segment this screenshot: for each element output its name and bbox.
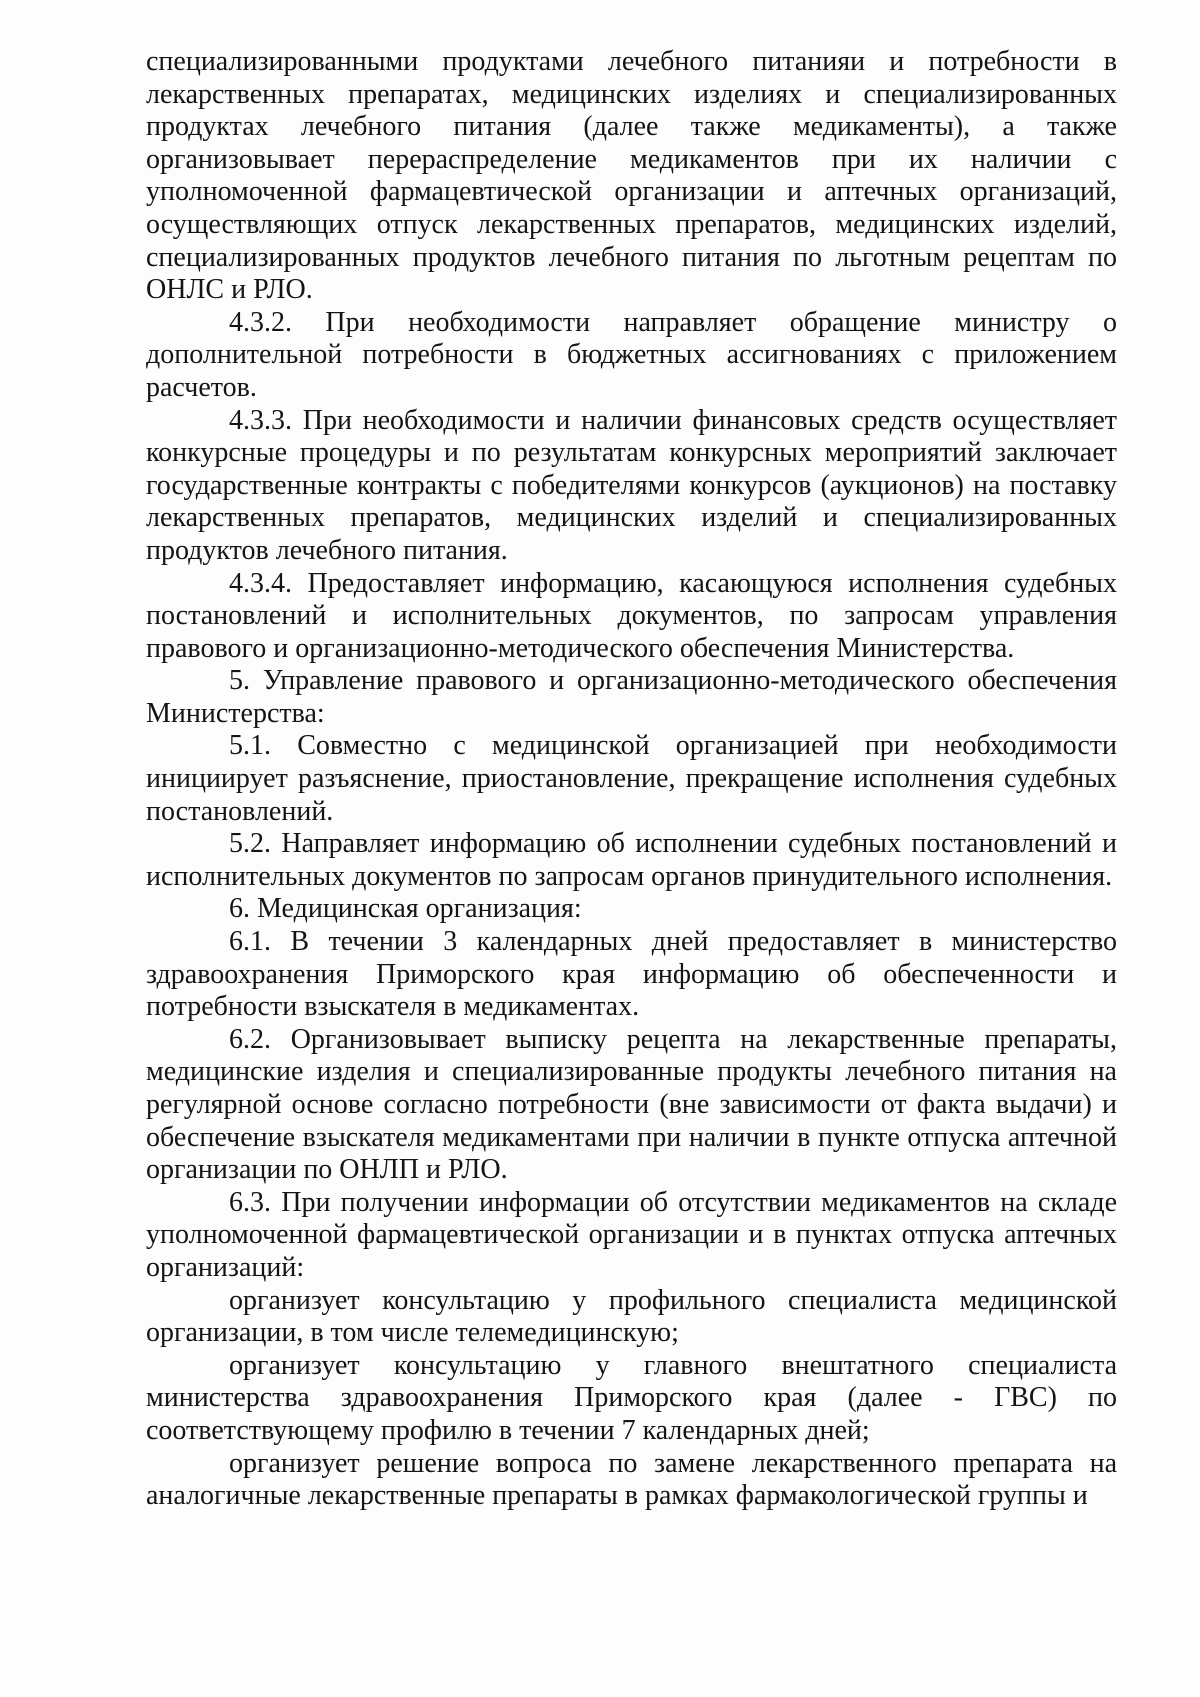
paragraph-4-3-3: 4.3.3. При необходимости и наличии финансовых средств осуществляет конкурсные процедуры и по результатам конкурсных мероприятий заключает государственные контракты с победителями конкурсов (аукционов) на поставку лекарственных препаратов, медицинских изделий и специализированных продуктов лечебного питания. bbox=[146, 404, 1117, 566]
paragraph-continuation: специализированными продуктами лечебного питанияи и потребности в лекарственных препаратах, медицинских изделиях и специализированных продуктах лечебного питания (далее также медикаменты), а также организовывает перераспределение медикаментов при их наличии с уполномоченной фармацевтической организации и аптечных организаций, осуществляющих отпуск лекарственных препаратов, медицинских изделий, специализированных продуктов лечебного питания по льготным рецептам по ОНЛС и РЛО. bbox=[146, 46, 1117, 306]
paragraph-item-consultation: организует консультацию у профильного специалиста медицинской организации, в том числе телемедицинскую; bbox=[146, 1284, 1117, 1349]
paragraph-6-2: 6.2. Организовывает выписку рецепта на лекарственные препараты, медицинские изделия и специализированные продукты лечебного питания на регулярной основе согласно потребности (вне зависимости от факта выдачи) и обеспечение взыскателя медикаментами при наличии в пункте отпуска аптечной организации по ОНЛП и РЛО. bbox=[146, 1023, 1117, 1186]
paragraph-4-3-4: 4.3.4. Предоставляет информацию, касающуюся исполнения судебных постановлений и исполнительных документов, по запросам управления правового и организационно-методического обеспечения Министерства. bbox=[146, 567, 1117, 664]
paragraph-6: 6. Медицинская организация: bbox=[229, 893, 582, 925]
paragraph-item-replacement: организует решение вопроса по замене лекарственного препарата на аналогичные лекарственные препараты в рамках фармакологической группы и bbox=[146, 1447, 1117, 1512]
paragraph-5: 5. Управление правового и организационно-методического обеспечения Министерства: bbox=[146, 665, 1117, 729]
paragraph-6-3: 6.3. При получении информации об отсутствии медикаментов на складе уполномоченной фармацевтической организации и в пунктах отпуска аптечных организаций: bbox=[146, 1186, 1117, 1283]
document-page bbox=[146, 46, 1117, 1513]
paragraph-item-gvs-consultation: организует консультацию у главного внештатного специалиста министерства здравоохранения Приморского края (далее - ГВС) по соответствующему профилю в течении 7 календарных дней; bbox=[146, 1349, 1117, 1446]
paragraph-5-1: 5.1. Совместно с медицинской организацией при необходимости инициирует разъяснение, приостановление, прекращение исполнения судебных постановлений. bbox=[146, 730, 1117, 827]
paragraph-5-2: 5.2. Направляет информацию об исполнении судебных постановлений и исполнительных документов по запросам органов принудительного исполнения. bbox=[146, 828, 1117, 892]
paragraph-4-3-2: 4.3.2. При необходимости направляет обращение министру о дополнительной потребности в бюджетных ассигнованиях с приложением расчетов. bbox=[146, 306, 1117, 403]
paragraph-6-1: 6.1. В течении 3 календарных дней предоставляет в министерство здравоохранения Приморского края информацию об обеспеченности и потребности взыскателя в медикаментах. bbox=[146, 926, 1117, 1023]
